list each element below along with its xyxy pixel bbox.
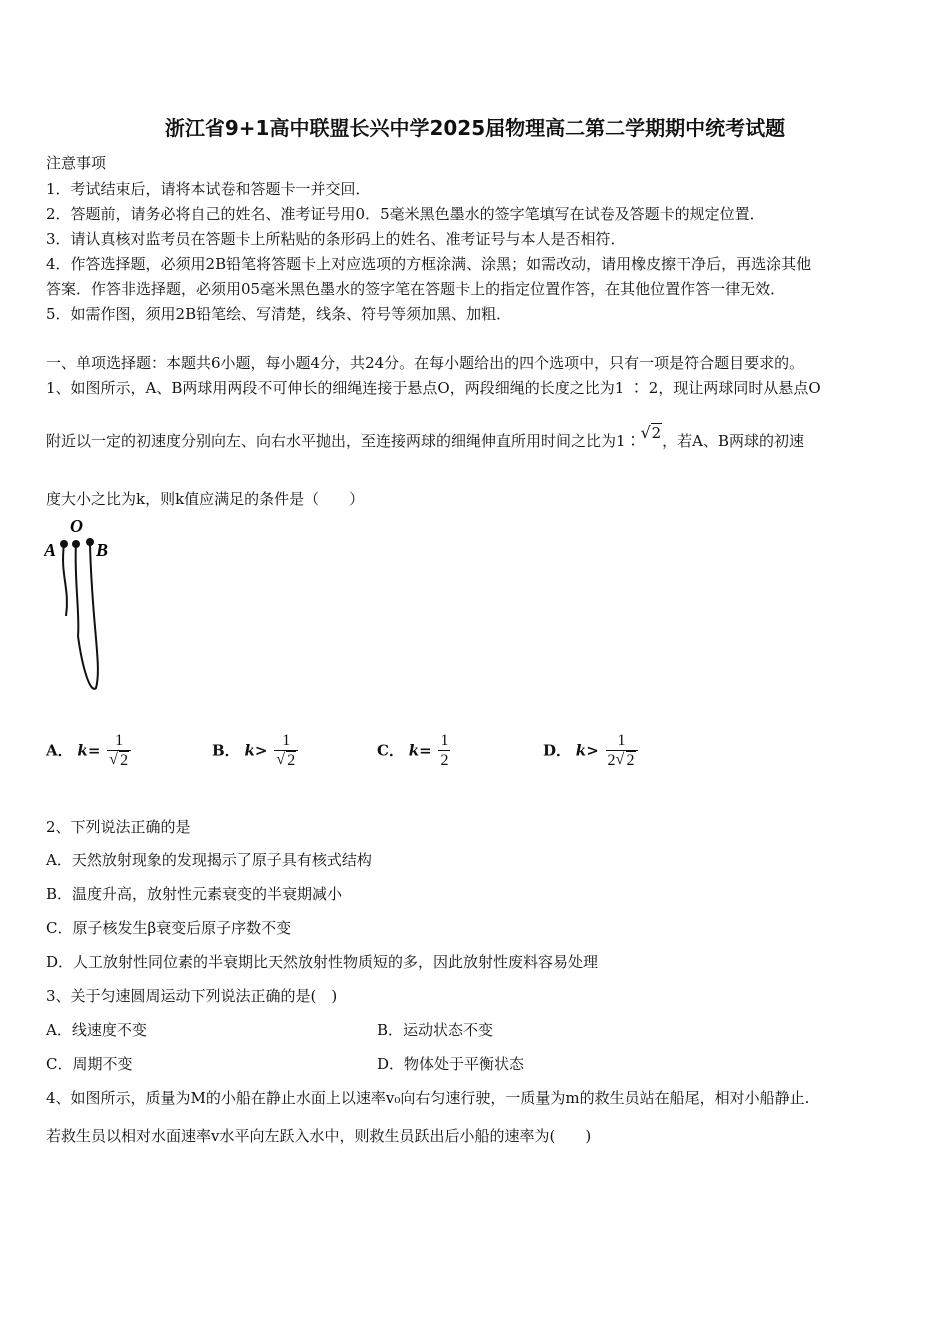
notice-item: 4．作答选择题，必须用2B铅笔将答题卡上对应选项的方框涂满、涂黑；如需改动，请用橡皮擦干净后，再选涂其他	[46, 255, 812, 273]
numerator: 1	[282, 732, 291, 749]
notice-item: 2．答题前，请务必将自己的姓名、准考证号用0．5毫米黑色墨水的签字笔填写在试卷及答题卡的规定位置．	[46, 205, 765, 223]
numerator: 1	[440, 732, 449, 749]
ball-a	[60, 540, 68, 548]
q1-stem-line2-a: 附近以一定的初速度分别向左、向右水平抛出，至连接两球的细绳伸直所用时间之比为1∶	[46, 432, 641, 450]
q1-option-d[interactable]	[543, 732, 638, 771]
q3-stem: 3、关于匀速圆周运动下列说法正确的是( )	[46, 987, 338, 1005]
rope-b	[76, 544, 98, 689]
sqrt-symbol	[276, 751, 296, 771]
option-expr: k>	[244, 741, 268, 760]
page-title: 浙江省9+1高中联盟长兴中学2025届物理高二第二学期期中统考试题	[164, 116, 786, 140]
pivot-o	[72, 540, 80, 548]
denominator	[606, 750, 638, 771]
sqrt-radicand: 2	[626, 752, 635, 769]
option-label: A．	[46, 741, 73, 760]
denominator: 2	[440, 752, 449, 769]
fraction	[438, 732, 450, 771]
q3-option-b[interactable]: B．运动状态不变	[377, 1021, 494, 1039]
q1-option-c[interactable]	[377, 732, 450, 771]
label-o: O	[70, 516, 83, 536]
pendulum-diagram	[44, 516, 124, 696]
option-label: D．	[543, 741, 572, 760]
sqrt-symbol	[616, 751, 636, 771]
q2-stem: 2、下列说法正确的是	[46, 818, 191, 836]
q4-stem-line1: 4、如图所示，质量为M的小船在静止水面上以速率v₀向右匀速行驶，一质量为m的救生员站在船尾，相对小船静止.	[46, 1089, 810, 1107]
sqrt-symbol	[109, 751, 129, 771]
denominator-coef: 2	[607, 752, 616, 769]
notice-heading: 注意事项	[46, 154, 107, 172]
denominator	[274, 750, 298, 771]
notice-item: 1．考试结束后，请将本试卷和答题卡一并交回．	[46, 180, 371, 198]
label-b: B	[96, 540, 109, 560]
sqrt-symbol	[641, 424, 663, 442]
q1-stem-line2-b: ，若A、B两球的初速	[662, 432, 804, 450]
option-expr: k=	[77, 741, 101, 760]
notice-item: 3．请认真核对监考员在答题卡上所粘贴的条形码上的姓名、准考证号与本人是否相符．	[46, 230, 626, 248]
section-heading: 一、单项选择题：本题共6小题，每小题4分，共24分。在每小题给出的四个选项中，只有一项是符合题目要求的。	[46, 354, 805, 372]
fraction	[107, 732, 131, 771]
sqrt-radicand: 2	[651, 424, 662, 442]
q1-stem-line2	[46, 424, 804, 451]
ball-b	[86, 538, 94, 546]
q1-option-b[interactable]	[212, 732, 298, 771]
notice-item: 答案．作答非选择题，必须用05毫米黑色墨水的签字笔在答题卡上的指定位置作答，在其他位置作答一律无效．	[46, 280, 786, 298]
q4-stem-line2: 若救生员以相对水面速率v水平向左跃入水中，则救生员跃出后小船的速率为( )	[46, 1127, 592, 1145]
q2-option-b[interactable]: B．温度升高，放射性元素衰变的半衰期减小	[46, 885, 343, 903]
q3-option-c[interactable]: C．周期不变	[46, 1055, 133, 1073]
q1-option-a[interactable]	[46, 732, 131, 771]
q2-option-d[interactable]: D．人工放射性同位素的半衰期比天然放射性物质短的多，因此放射性废料容易处理	[46, 953, 599, 971]
denominator	[107, 750, 131, 771]
q1-stem-line1: 1、如图所示，A、B两球用两段不可伸长的细绳连接于悬点O，两段细绳的长度之比为1 ∶ 2，现让两球同时从悬点O	[46, 379, 821, 397]
q2-option-a[interactable]: A．天然放射现象的发现揭示了原子具有核式结构	[46, 851, 372, 869]
fraction	[274, 732, 298, 771]
q1-stem-line3: 度大小之比为k，则k值应满足的条件是（ ）	[46, 490, 365, 508]
q3-option-a[interactable]: A．线速度不变	[46, 1021, 147, 1039]
q2-option-c[interactable]: C．原子核发生β衰变后原子序数不变	[46, 919, 292, 937]
option-expr: k>	[575, 741, 599, 760]
numerator: 1	[617, 732, 626, 749]
sqrt-radicand: 2	[287, 752, 296, 769]
sqrt-radicand: 2	[120, 752, 129, 769]
notice-item: 5．如需作图，须用2B铅笔绘、写清楚，线条、符号等须加黑、加粗．	[46, 305, 512, 323]
option-label: B．	[212, 741, 240, 760]
q1-figure	[44, 516, 124, 700]
numerator: 1	[115, 732, 124, 749]
q3-option-d[interactable]: D．物体处于平衡状态	[377, 1055, 525, 1073]
rope-a	[63, 544, 67, 616]
fraction	[606, 732, 638, 771]
option-expr: k=	[408, 741, 432, 760]
option-label: C．	[377, 741, 404, 760]
label-a: A	[44, 540, 57, 560]
